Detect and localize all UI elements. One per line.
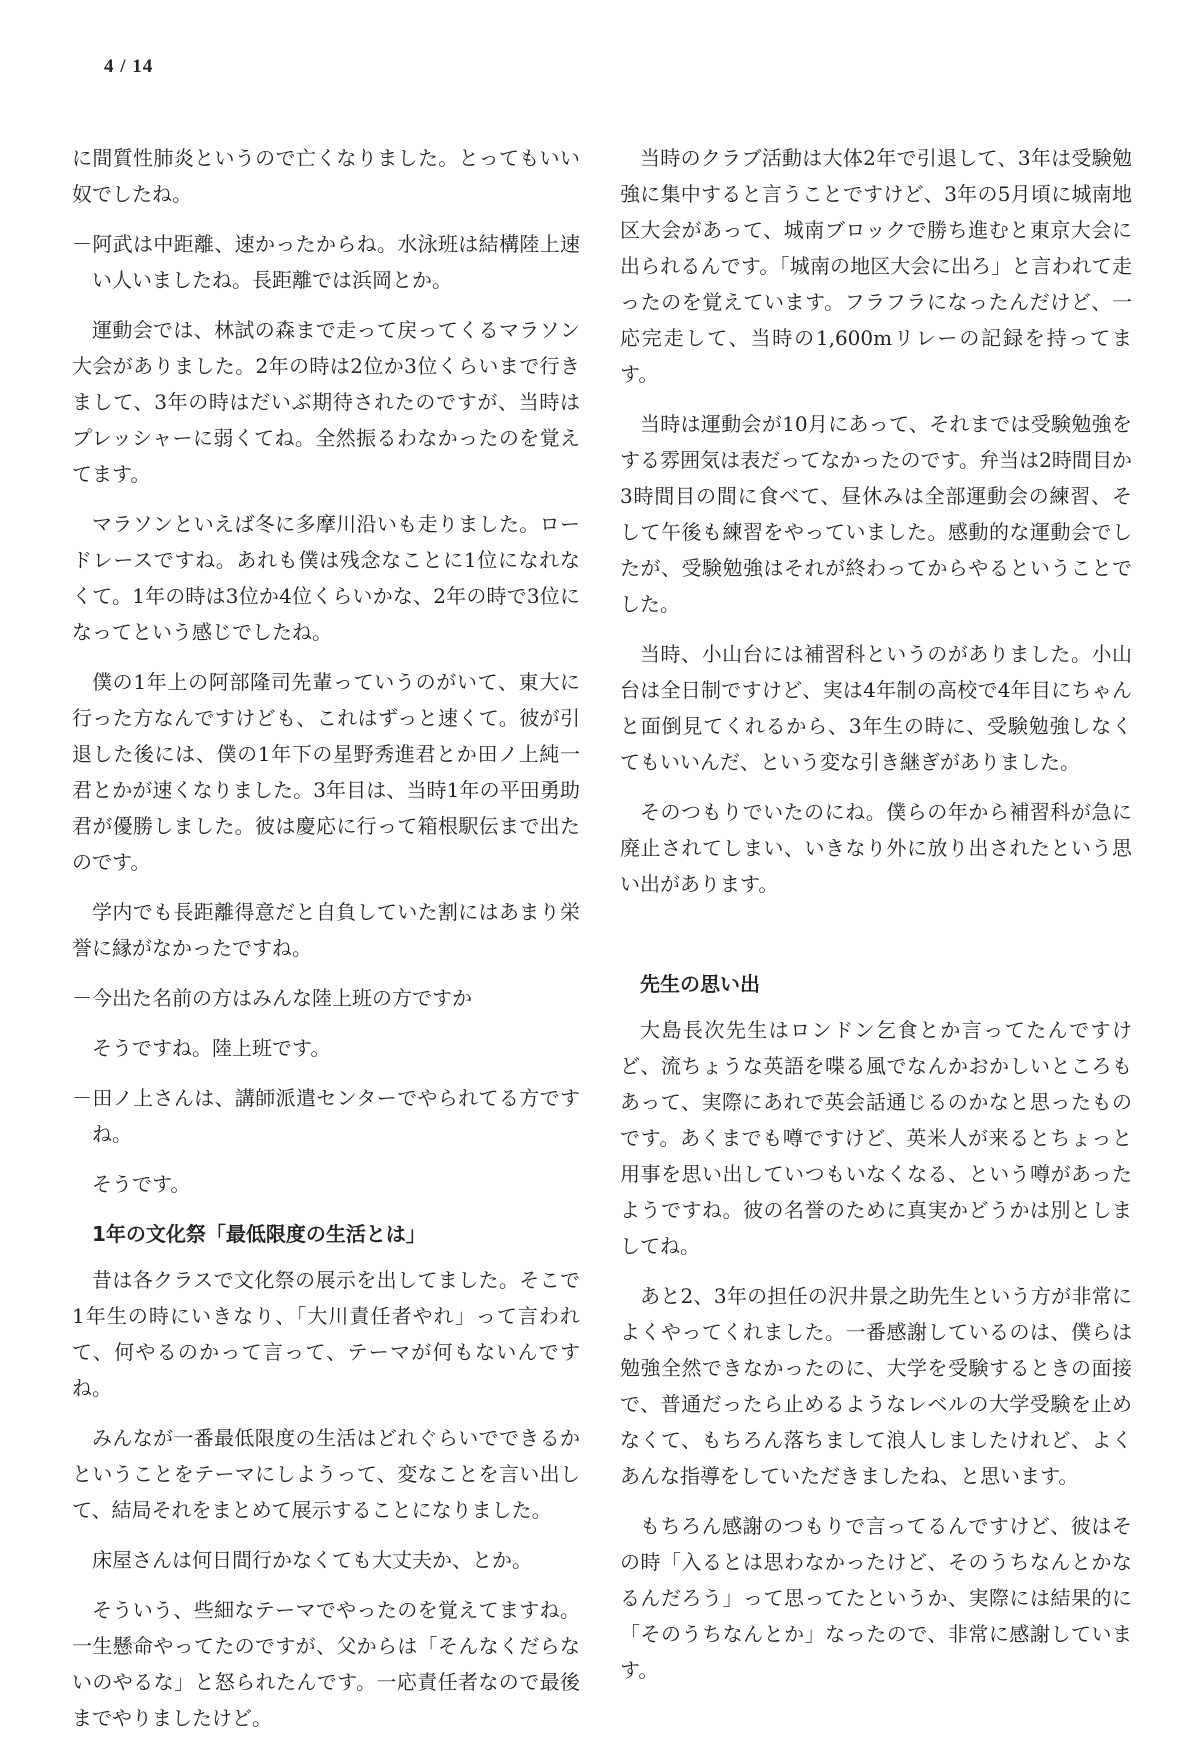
section-spacer (620, 916, 1132, 958)
paragraph: 当時は運動会が10月にあって、それまでは受験勉強をする雰囲気は表だってなかったのです。弁当は2時間目か3時間目の間に食べて、昼休みは全部運動会の練習、そして午後も練習をやっていました。感動的な運動会でしたが、受験勉強はそれが終わってからやるということでした。 (620, 412, 1132, 616)
paragraph: そういう、些細なテーマでやったのを覚えてますね。一生懸命やってたのですが、父からは「そんなくだらないのやるな」と怒られたんです。一応責任者なので最後までやりましたけど。 (72, 1598, 580, 1730)
paragraph: みんなが一番最低限度の生活はどれぐらいでできるかということをテーマにしようって、変なことを言い出して、結局それをまとめて展示することになりました。 (72, 1426, 580, 1522)
left-column (72, 140, 580, 1750)
paragraph: そのつもりでいたのにね。僕らの年から補習科が急に廃止されてしまい、いきなり外に放り出されたという思い出があります。 (620, 800, 1132, 896)
right-column (620, 140, 1132, 1702)
paragraph: もちろん感謝のつもりで言ってるんですけど、彼はその時「入るとは思わなかったけど、そのうちなんとかなるんだろう」って思ってたというか、実際には結果的に「そのうちなんとか」なったので、非常に感謝しています。 (620, 1514, 1132, 1682)
paragraph: 当時、小山台には補習科というのがありました。小山台は全日制ですけど、実は4年制の高校で4年目にちゃんと面倒見てくれるから、3年生の時に、受験勉強しなくてもいいんだ、という変な引き継ぎがありました。 (620, 642, 1132, 774)
paragraph: そうです。 (92, 1172, 191, 1196)
interviewer-question: －田ノ上さんは、講師派遣センターでやられてる方ですね。 (72, 1086, 580, 1146)
interviewer-question: －今出た名前の方はみんな陸上班の方ですか (72, 986, 472, 1010)
section-heading: 先生の思い出 (640, 972, 760, 996)
paragraph: 床屋さんは何日間行かなくても大丈夫か、とか。 (92, 1548, 532, 1572)
paragraph: に間質性肺炎というので亡くなりました。とってもいい奴でしたね。 (72, 146, 580, 206)
interviewer-question: －阿武は中距離、速かったからね。水泳班は結構陸上速い人いましたね。長距離では浜岡とか。 (72, 232, 580, 292)
paragraph: マラソンといえば冬に多摩川沿いも走りました。ロードレースですね。あれも僕は残念なことに1位になれなくて。1年の時は3位か4位くらいかな、2年の時で3位になってという感じでしたね。 (72, 512, 580, 644)
paragraph: あと2、3年の担任の沢井景之助先生という方が非常によくやってくれました。一番感謝しているのは、僕らは勉強全然できなかったのに、大学を受験するときの面接で、普通だったら止めるようなレベルの大学受験を止めなくて、もちろん落ちまして浪人しましたけれど、よくあんな指導をしていただきましたね、と思います。 (620, 1284, 1132, 1488)
page-number: 4 / 14 (104, 56, 154, 77)
paragraph: 当時のクラブ活動は大体2年で引退して、3年は受験勉強に集中すると言うことですけど、3年の5月頃に城南地区大会があって、城南ブロックで勝ち進むと東京大会に出られるんです。「城南の地区大会に出ろ」と言われて走ったのを覚えています。フラフラになったんだけど、一応完走して、当時の1,600mリレーの記録を持ってます。 (620, 146, 1132, 386)
paragraph: 運動会では、林試の森まで走って戻ってくるマラソン大会がありました。2年の時は2位か3位くらいまで行きまして、3年の時はだいぶ期待されたのですが、当時はプレッシャーに弱くてね。全然振るわなかったのを覚えてます。 (72, 318, 580, 486)
section-heading: 1年の文化祭「最低限度の生活とは」 (92, 1222, 426, 1246)
paragraph: 学内でも長距離得意だと自負していた割にはあまり栄誉に縁がなかったですね。 (72, 900, 580, 960)
paragraph: 昔は各クラスで文化祭の展示を出してました。そこで1年生の時にいきなり、「大川責任者やれ」って言われて、何やるのかって言って、テーマが何もないんですね。 (72, 1268, 580, 1400)
paragraph: 僕の1年上の阿部隆司先輩っていうのがいて、東大に行った方なんですけども、これはずっと速くて。彼が引退した後には、僕の1年下の星野秀進君とか田ノ上純一君とかが速くなりました。3年目は、当時1年の平田勇助君が優勝しました。彼は慶応に行って箱根駅伝まで出たのです。 (72, 670, 580, 874)
paragraph: 大島長次先生はロンドン乞食とか言ってたんですけど、流ちょうな英語を喋る風でなんかおかしいところもあって、実際にあれで英会話通じるのかなと思ったものです。あくまでも噂ですけど、英米人が来るとちょっと用事を思い出していつもいなくなる、という噂があったようですね。彼の名誉のために真実かどうかは別としましてね。 (620, 1018, 1132, 1258)
paragraph: そうですね。陸上班です。 (92, 1036, 331, 1060)
